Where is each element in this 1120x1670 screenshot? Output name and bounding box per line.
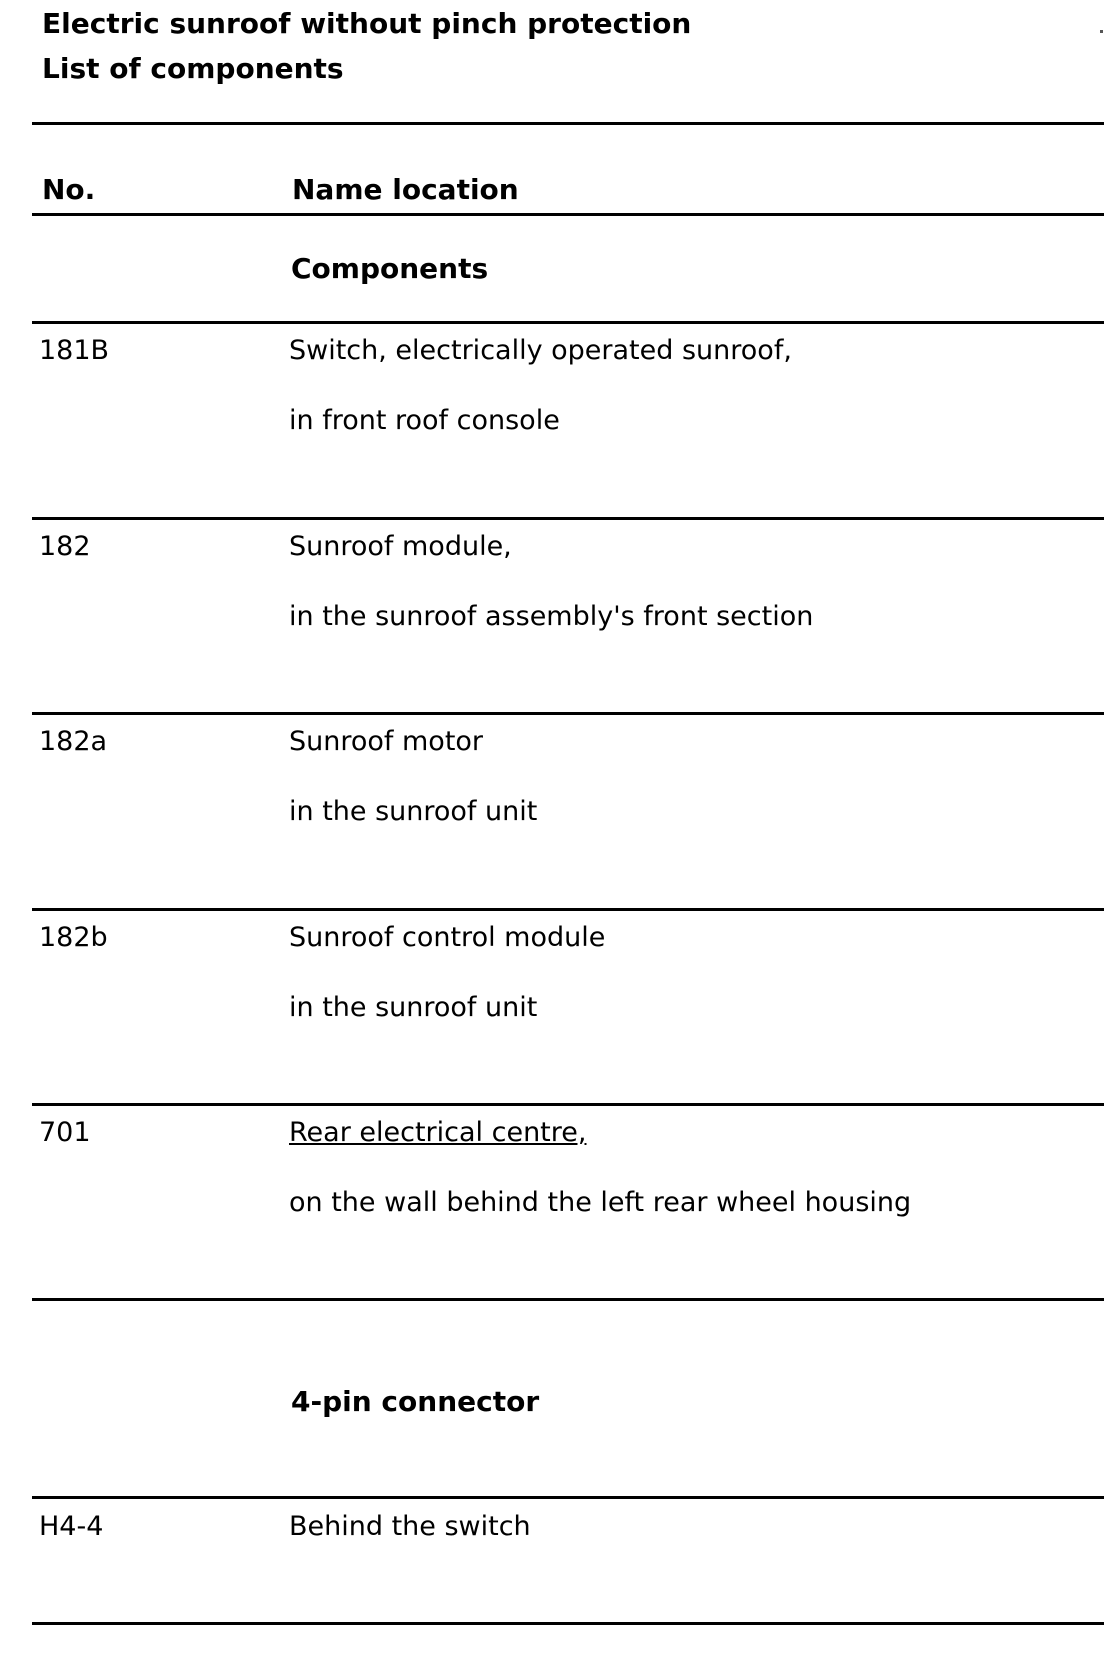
component-location: in the sunroof unit	[289, 796, 538, 827]
row-rule	[32, 1298, 1104, 1301]
table-header-rule	[32, 213, 1104, 216]
connector-location: Behind the switch	[289, 1511, 531, 1542]
row-rule	[32, 1103, 1104, 1106]
row-rule	[32, 517, 1104, 520]
component-number: 182	[39, 531, 91, 562]
connector-number: H4-4	[39, 1511, 104, 1542]
component-number: 701	[39, 1117, 91, 1148]
component-number: 181B	[39, 335, 110, 366]
document-subtitle: List of components	[42, 52, 344, 85]
component-location: in front roof console	[289, 405, 560, 436]
table-top-rule	[32, 122, 1104, 125]
component-location: in the sunroof assembly's front section	[289, 601, 814, 632]
section-heading-connector: 4-pin connector	[291, 1385, 540, 1418]
component-name: Sunroof control module	[289, 922, 606, 953]
document-title: Electric sunroof without pinch protection	[42, 7, 692, 40]
row-rule	[32, 1496, 1104, 1499]
row-rule	[32, 321, 1104, 324]
column-header-name-location: Name location	[292, 173, 519, 206]
corner-dot	[1100, 30, 1103, 33]
column-header-no: No.	[42, 173, 96, 206]
component-name: Sunroof motor	[289, 726, 484, 757]
row-rule	[32, 712, 1104, 715]
component-number: 182b	[39, 922, 108, 953]
component-name: Switch, electrically operated sunroof,	[289, 335, 792, 366]
component-name: Sunroof module,	[289, 531, 512, 562]
component-name: Rear electrical centre,	[289, 1117, 587, 1148]
component-location: in the sunroof unit	[289, 992, 538, 1023]
component-number: 182a	[39, 726, 108, 757]
row-rule	[32, 908, 1104, 911]
component-location: on the wall behind the left rear wheel housing	[289, 1187, 912, 1218]
table-bottom-rule	[32, 1622, 1104, 1625]
section-heading-components: Components	[291, 252, 489, 285]
